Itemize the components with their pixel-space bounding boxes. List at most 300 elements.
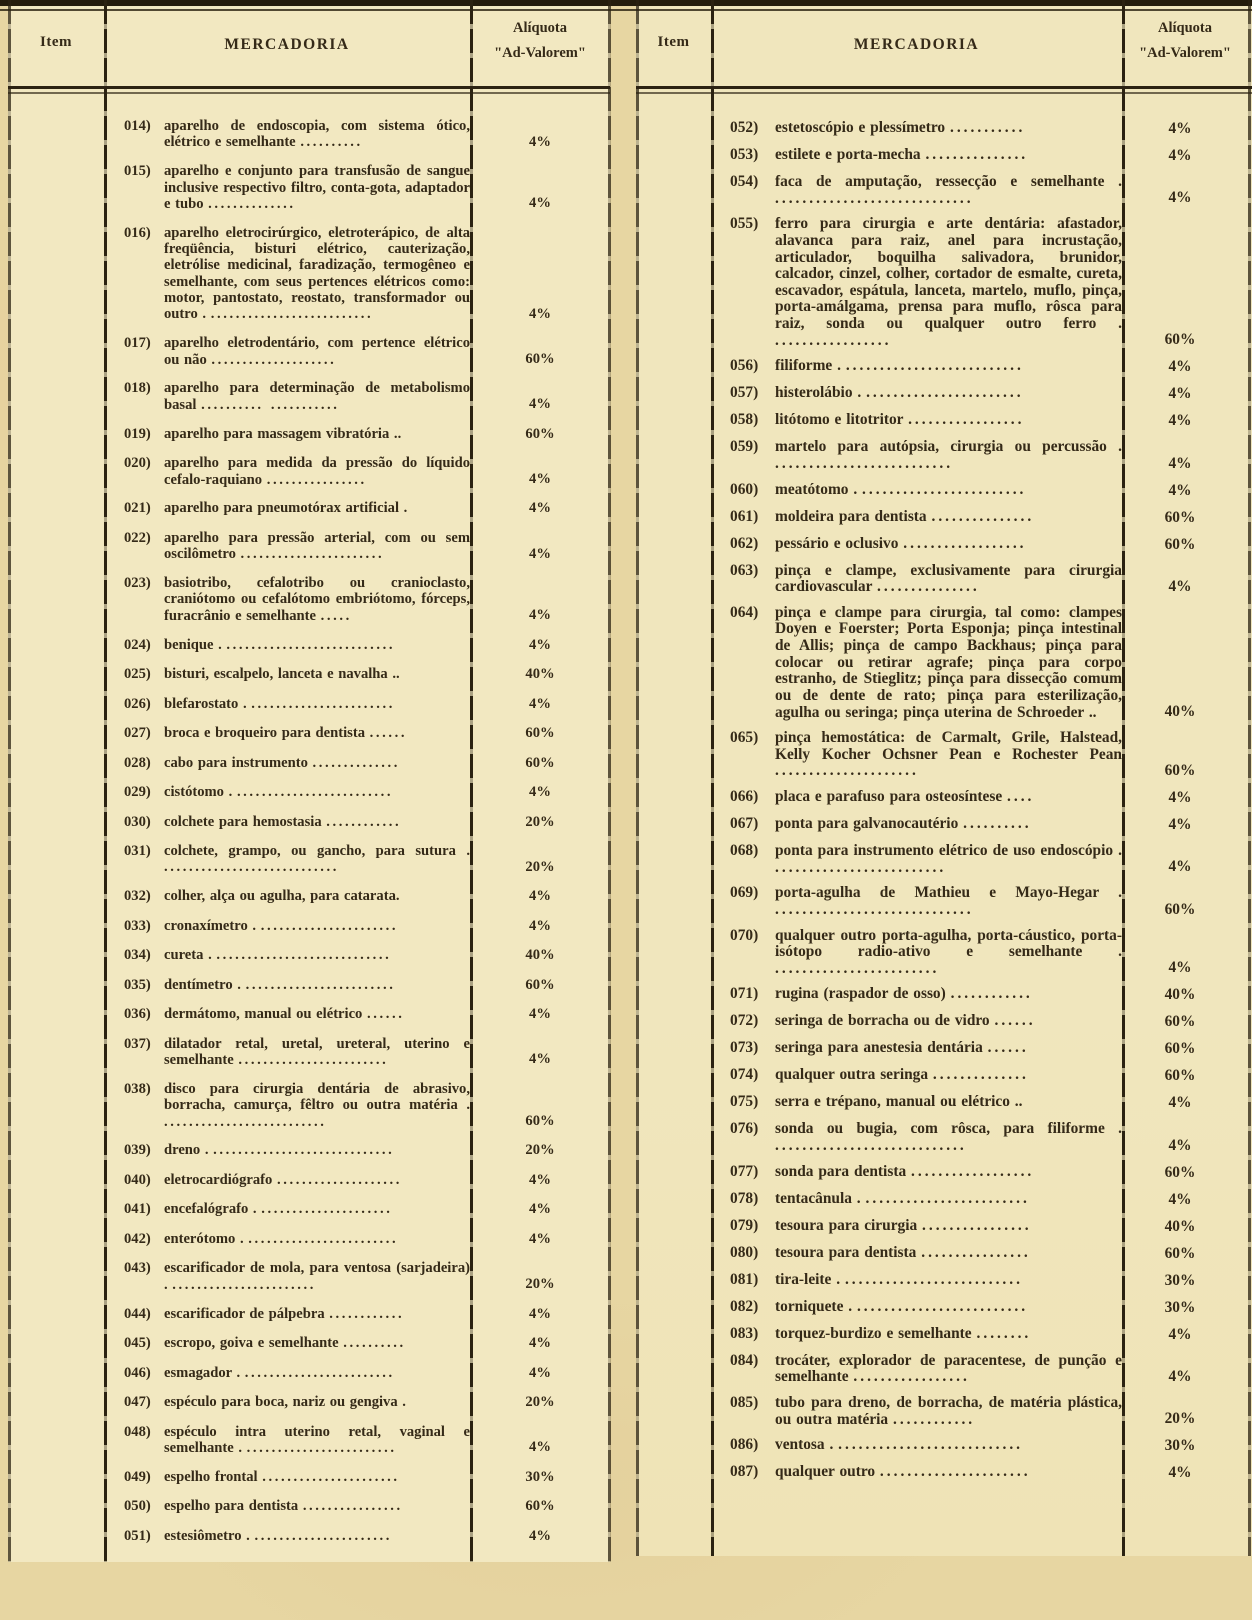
item-number: 082) [730, 1297, 759, 1315]
item-description: disco para cirurgia dentária de abrasivo, borracha, camurça, fêltro ou outra matéria . .......................... [164, 1080, 470, 1130]
item-description: tesoura para dentista ................ [775, 1243, 1031, 1261]
table-row [124, 947, 610, 964]
item-description: pessário e oclusivo .................. [775, 534, 1027, 552]
dot-leader: ....................... [866, 384, 1024, 402]
item-description: escarificador de pálpebra ............ [164, 1305, 405, 1322]
item-description: colher, alça ou agulha, para catarata. [164, 888, 400, 905]
table-row [124, 814, 610, 831]
dot-leader: ............................ [775, 1137, 967, 1154]
item-rate: 4% [529, 470, 551, 487]
item-number: 074) [730, 1066, 759, 1084]
dot-leader: ......................... [775, 858, 947, 876]
item-rate: 4% [529, 1051, 551, 1068]
item-rate: 4% [1168, 1325, 1192, 1343]
dot-leader: ...... [987, 1039, 1029, 1057]
item-rate: 20% [525, 1142, 555, 1159]
table-row [730, 843, 1252, 876]
table-row [730, 174, 1252, 207]
dot-leader: .......................... [844, 1270, 1023, 1288]
item-number: 044) [124, 1305, 151, 1322]
item-rate: 60% [525, 976, 555, 993]
item-description: escropo, goiva e semelhante .......... [164, 1335, 406, 1352]
dot-leader: ............ [326, 813, 402, 830]
dot-leader: ........................ [865, 1189, 1030, 1207]
item-description: aparelho e conjunto para transfusão de sangue inclusive respectivo filtro, conta-gota, adaptador e tubo .............. [164, 163, 470, 212]
table-row [124, 1424, 610, 1457]
item-description: qualquer outro porta-agulha, porta-cáustico, porta-isótopo radio-ativo e semelhante . ........................ [775, 926, 1122, 977]
item-description: esmagador . ........................ [164, 1364, 395, 1381]
table-row [124, 575, 610, 624]
item-number: 071) [730, 985, 759, 1003]
dot-leader: ....................... [251, 695, 395, 712]
item-number: 073) [730, 1039, 759, 1057]
item-number: 032) [124, 888, 151, 905]
table-row [730, 928, 1252, 978]
item-number: 020) [124, 455, 151, 472]
item-rate: 4% [529, 917, 551, 934]
item-rate: 60% [1164, 1163, 1196, 1181]
table-row [124, 225, 610, 323]
dot-leader: ...................... [254, 1527, 392, 1544]
item-number: 024) [124, 636, 151, 653]
item-number: 034) [124, 947, 151, 964]
column-header-item-left: Item [40, 34, 72, 50]
item-description: aparelho para medida da pressão do líquido cefalo-raquiano ................ [164, 455, 470, 488]
dot-leader: ........................... [226, 636, 396, 653]
item-number: 085) [730, 1393, 759, 1411]
item-rate: 4% [529, 695, 551, 712]
dot-leader: ............... [925, 146, 1029, 163]
table-row [124, 977, 610, 994]
item-number: 053) [730, 146, 759, 163]
dot-leader: ....................... [240, 546, 385, 563]
item-description: ventosa . ........................... [775, 1436, 1024, 1454]
item-number: 038) [124, 1080, 151, 1097]
column-header-mercadoria-right: MERCADORIA [853, 36, 980, 53]
item-number: 083) [730, 1324, 759, 1342]
item-number: 076) [730, 1120, 759, 1138]
item-description: sonda para dentista .................. [775, 1162, 1035, 1180]
item-rate: 30% [525, 1468, 555, 1485]
table-row [730, 816, 1252, 834]
table-row [730, 358, 1252, 376]
item-number: 080) [730, 1243, 759, 1261]
item-number: 079) [730, 1216, 759, 1234]
item-description: moldeira para dentista ............... [775, 507, 1035, 525]
dot-leader: ............ [329, 1305, 405, 1322]
table-row [730, 1326, 1252, 1344]
dot-leader: ............................ [216, 947, 392, 964]
item-number: 058) [730, 411, 759, 429]
column-divider [8, 0, 11, 1562]
dot-leader: .................... [276, 1171, 402, 1188]
item-rate: 4% [529, 888, 551, 905]
table-row [730, 120, 1252, 138]
item-rate: 30% [1164, 1437, 1196, 1455]
item-rate: 20% [525, 813, 555, 830]
item-number: 033) [124, 917, 151, 934]
item-description: tesoura para cirurgia ................ [775, 1216, 1032, 1234]
item-number: 064) [730, 603, 759, 621]
table-row [124, 426, 610, 443]
item-rate: 60% [525, 1112, 555, 1129]
item-description: qualquer outro ...................... [775, 1463, 1031, 1481]
item-description: colchete, grampo, ou gancho, para sutura . ............................ [164, 843, 470, 876]
dot-leader: ................. [853, 1368, 970, 1386]
item-rate: 60% [1164, 1013, 1196, 1031]
item-rate: 40% [525, 666, 555, 683]
table-row [124, 1335, 610, 1352]
item-description: filiforme . .......................... [775, 357, 1024, 375]
item-rate: 4% [529, 396, 551, 413]
dot-leader: ............................ [164, 859, 339, 876]
item-rate: 20% [525, 858, 555, 875]
table-row [124, 455, 610, 488]
item-number: 037) [124, 1035, 151, 1052]
item-number: 059) [730, 438, 759, 456]
item-description: estesiômetro . ...................... [164, 1527, 392, 1544]
table-row [730, 1395, 1252, 1428]
table-row [730, 1437, 1252, 1455]
item-rate: 4% [529, 545, 551, 562]
item-rate: 60% [525, 1498, 555, 1515]
item-description: aparelho para determinação de metabolismo basal .......... ........... [164, 380, 470, 413]
table-row [730, 1121, 1252, 1154]
item-number: 077) [730, 1162, 759, 1180]
item-description: seringa para anestesia dentária ...... [775, 1039, 1029, 1057]
dot-leader: .................... [211, 351, 337, 368]
column-divider [104, 0, 107, 1562]
column-divider [711, 0, 714, 1556]
table-row [730, 216, 1252, 349]
dot-leader: ........................ [245, 976, 396, 993]
table-row [730, 1040, 1252, 1058]
item-description: ferro para cirurgia e arte dentária: afastador, alavanca para raiz, anel para incrustação, articulador, boquilha salivadora, brunidor, calcador, cinzel, colher, cortador de esmalte, cureta, escavador, espátula, lanceta, martelo, muflo, pinça, porta-amálgama, prensa para muflo, rôsca para raiz, sonda ou qualquer outro ferro . ................. [775, 215, 1122, 349]
item-description: colchete para hemostasia ............ [164, 813, 402, 830]
header-rule-left-secondary [8, 92, 610, 94]
item-description: espelho para dentista ................ [164, 1498, 403, 1515]
item-rate: 60% [1164, 1067, 1196, 1085]
item-number: 016) [124, 224, 151, 241]
item-rate: 20% [525, 1394, 555, 1411]
item-description: encefalógrafo . ..................... [164, 1201, 393, 1218]
dot-leader: ................ [922, 1216, 1032, 1234]
dot-leader: ............................. [775, 900, 974, 918]
item-number: 031) [124, 843, 151, 860]
table-row [730, 1299, 1252, 1317]
item-rate: 4% [1168, 816, 1192, 833]
item-rate: 4% [1168, 789, 1192, 806]
item-description: tubo para dreno, de borracha, de matéria plástica, ou outra matéria ............ [775, 1393, 1122, 1428]
item-rate: 4% [529, 607, 551, 624]
item-rate: 20% [525, 1276, 555, 1293]
item-description: broca e broqueiro para dentista ...... [164, 725, 408, 742]
item-description: torniquete . ......................... [775, 1297, 1029, 1315]
item-rate: 4% [529, 636, 551, 653]
item-rate: 4% [529, 1305, 551, 1322]
table-row [730, 509, 1252, 527]
item-rate: 60% [1164, 1040, 1196, 1058]
item-number: 072) [730, 1012, 759, 1030]
dot-leader: ........................ [775, 959, 940, 977]
item-number: 021) [124, 500, 151, 517]
item-number: 030) [124, 813, 151, 830]
item-number: 018) [124, 380, 151, 397]
item-description: estetoscópio e plessímetro ........... [775, 119, 1026, 136]
header-rule-right [636, 86, 1252, 89]
item-number: 057) [730, 384, 759, 402]
item-description: aparelho de endoscopia, com sistema ótico, elétrico e semelhante .......... [164, 118, 470, 151]
item-description: trocáter, explorador de paracentese, de punção e semelhante ................. [775, 1351, 1122, 1386]
item-description: ponta para instrumento elétrico de uso endoscópio . ......................... [775, 842, 1122, 876]
item-number: 061) [730, 507, 759, 525]
table-row [124, 380, 610, 413]
dot-leader: ............................. [775, 189, 974, 207]
dot-leader: .............. [208, 195, 296, 212]
header-rule-right-secondary [636, 92, 1252, 94]
item-rate: 4% [1168, 1136, 1192, 1154]
item-description: pinça e clampe, exclusivamente para cirurgia cardiovascular ............... [775, 561, 1122, 596]
item-rate: 4% [1168, 189, 1192, 207]
table-row [730, 1164, 1252, 1182]
item-description: enterótomo . ........................ [164, 1230, 399, 1247]
item-number: 029) [124, 784, 151, 801]
item-rate: 4% [1168, 1464, 1192, 1482]
item-description: placa e parafuso para osteosíntese .... [775, 788, 1035, 805]
dot-leader: .......................... [164, 1113, 327, 1130]
table-row [730, 605, 1252, 721]
dot-leader: .......... [300, 134, 363, 151]
dot-leader: ........ [976, 1324, 1032, 1342]
table-row [730, 147, 1252, 165]
item-description: dreno . ............................. [164, 1142, 395, 1159]
table-row [124, 335, 610, 368]
dot-leader: .......................... [845, 357, 1024, 375]
item-description: cronaxímetro . ...................... [164, 917, 399, 934]
item-number: 023) [124, 575, 151, 592]
item-rate: 40% [525, 947, 555, 964]
item-rate: 4% [529, 500, 551, 517]
item-description: rugina (raspador de osso) ............ [775, 985, 1033, 1003]
item-description: espelho frontal ...................... [164, 1468, 400, 1485]
table-row [124, 1036, 610, 1069]
table-row [124, 1201, 610, 1218]
item-description: aparelho para massagem vibratória .. [164, 425, 402, 442]
item-rate: 60% [1164, 762, 1196, 779]
item-description: histerolábio . ....................... [775, 384, 1024, 402]
item-rate: 4% [529, 1335, 551, 1352]
dot-leader: ........... [949, 119, 1026, 136]
item-number: 041) [124, 1201, 151, 1218]
item-number: 014) [124, 118, 151, 134]
item-rate: 60% [1164, 508, 1196, 526]
item-number: 062) [730, 534, 759, 552]
table-row [124, 784, 610, 801]
item-description: cureta . ............................ [164, 947, 392, 964]
dot-leader: ............ [950, 985, 1033, 1003]
item-number: 084) [730, 1351, 759, 1369]
item-number: 025) [124, 666, 151, 683]
table-row [730, 1067, 1252, 1085]
table-row [124, 1469, 610, 1486]
item-rate: 30% [1164, 1271, 1196, 1289]
item-number: 035) [124, 976, 151, 993]
dot-leader: ...... [994, 1012, 1036, 1030]
item-rate: 4% [529, 1230, 551, 1247]
dot-leader: ........................... [838, 1436, 1024, 1454]
item-rate: 4% [1168, 147, 1192, 164]
item-rate: 4% [1168, 1367, 1192, 1385]
item-number: 049) [124, 1468, 151, 1485]
item-description: pinça hemostática: de Carmalt, Grile, Halstead, Kelly Kocher Ochsner Pean e Rochester Pean ..................... [775, 729, 1122, 780]
item-number: 043) [124, 1260, 151, 1277]
table-row [124, 666, 610, 683]
item-description: sonda ou bugia, com rôsca, para filiforme . ............................ [775, 1120, 1122, 1154]
item-description: tentacânula . ........................ [775, 1189, 1030, 1207]
item-description: aparelho para pressão arterial, com ou sem oscilômetro ....................... [164, 529, 470, 563]
item-rate: 60% [525, 754, 555, 771]
aliquota-label-line1: Alíquota [513, 20, 567, 36]
item-description: qualquer outra seringa .............. [775, 1066, 1029, 1084]
table-row [124, 1394, 610, 1411]
item-description: bisturi, escalpelo, lanceta e navalha .. [164, 666, 400, 683]
aliquota-label-line1: Alíquota [1158, 20, 1212, 36]
dot-leader: ..................... [775, 762, 919, 780]
dot-leader: .......... [343, 1335, 406, 1352]
item-rate: 30% [1164, 1298, 1196, 1316]
item-number: 087) [730, 1463, 759, 1481]
item-rate: 40% [1164, 1217, 1196, 1235]
item-rate: 4% [529, 784, 551, 801]
table-row [124, 1498, 610, 1515]
table-row [124, 1081, 610, 1130]
table-row [730, 412, 1252, 430]
table-row [730, 536, 1252, 554]
table-row [124, 500, 610, 517]
item-number: 060) [730, 480, 759, 498]
dot-leader: ...................... [260, 917, 399, 934]
table-row [730, 563, 1252, 596]
item-description: tira-leite . .......................... [775, 1270, 1023, 1288]
item-rate: 4% [529, 133, 551, 150]
table-row [730, 1191, 1252, 1209]
item-description: dilatador retal, uretal, ureteral, uterino e semelhante ........................ [164, 1035, 470, 1069]
item-rate: 4% [1168, 412, 1192, 430]
header-rule-left [8, 86, 610, 89]
item-description: torquez-burdizo e semelhante ........ [775, 1324, 1032, 1342]
table-row [730, 439, 1252, 472]
item-rate: 4% [529, 1527, 551, 1544]
item-description: cistótomo . ......................... [164, 784, 394, 801]
table-body-right [730, 120, 1252, 1482]
dot-leader: ........................ [238, 1052, 389, 1069]
table-row [124, 637, 610, 654]
item-rate: 4% [1168, 1094, 1192, 1112]
item-number: 069) [730, 884, 759, 902]
dot-leader: .......................... [775, 454, 954, 472]
item-rate: 4% [529, 1439, 551, 1456]
table-row [124, 1306, 610, 1323]
item-number: 078) [730, 1189, 759, 1207]
item-description: seringa de borracha ou de vidro ...... [775, 1012, 1036, 1030]
item-description: dermátomo, manual ou elétrico ...... [164, 1006, 405, 1023]
item-description: pinça e clampe para cirurgia, tal como: clampes Doyen e Foerster; Porta Esponja; pinça intestinal de Allis; pinça de campo Backhaus; pinça para colocar ou retirar agrafe; pinça para corpo estranho, de Stieglitz; pinça para dissecção comum ou de dente de rato; pinça para esterilização, agulha ou seringa; pinça uterina de Schroeder .. [775, 603, 1122, 721]
dot-leader: .............. [932, 1066, 1029, 1084]
column-header-item-right: Item [657, 34, 690, 50]
item-description: estilete e porta-mecha ............... [775, 146, 1029, 163]
item-number: 086) [730, 1436, 759, 1454]
item-description: aparelho eletrocirúrgico, eletroterápico, de alta freqüência, bisturi elétrico, cauterização, eletrólise medicinal, faradização, termogêneo e semelhante, com seus pertences elétricos como: motor, pantostato, reostato, transformador ou outro . .......................... [164, 224, 470, 323]
dot-leader: .......... ........... [201, 396, 340, 413]
dot-leader: ....................... [172, 1276, 317, 1293]
dot-leader: ............... [931, 507, 1035, 525]
item-description: blefarostato . ....................... [164, 695, 395, 712]
table-row [124, 755, 610, 772]
column-header-mercadoria-left: MERCADORIA [224, 36, 350, 53]
dot-leader: ............... [877, 578, 980, 596]
item-number: 067) [730, 815, 759, 832]
aliquota-label-line2: "Ad-Valorem" [1139, 45, 1231, 62]
item-rate: 4% [1168, 858, 1192, 876]
table-row [730, 1218, 1252, 1236]
item-rate: 4% [529, 1201, 551, 1218]
table-row [124, 888, 610, 905]
table-row [124, 1365, 610, 1382]
page-top-rule-secondary [0, 9, 1252, 11]
column-divider [636, 0, 639, 1556]
dot-leader: .......................... [210, 306, 374, 323]
table-body-left [124, 118, 610, 1545]
dot-leader: ........................ [244, 1364, 395, 1381]
dot-leader: .................. [911, 1162, 1035, 1180]
column-header-aliquota-left [470, 16, 610, 67]
dot-leader: ............ [892, 1410, 976, 1428]
item-rate: 60% [1164, 900, 1196, 918]
item-description: dentímetro . ........................ [164, 976, 396, 993]
item-number: 081) [730, 1270, 759, 1288]
item-number: 065) [730, 729, 759, 747]
item-number: 017) [124, 335, 151, 352]
table-row [124, 843, 610, 876]
item-rate: 4% [1168, 1190, 1192, 1208]
item-number: 015) [124, 163, 151, 180]
table-row [124, 725, 610, 742]
dot-leader: ................ [921, 1243, 1031, 1261]
item-number: 050) [124, 1498, 151, 1515]
dot-leader: ........................ [246, 1440, 397, 1456]
item-number: 055) [730, 215, 759, 233]
item-rate: 20% [1164, 1410, 1196, 1428]
item-description: faca de amputação, ressecção e semelhante . ............................. [775, 173, 1122, 207]
item-number: 068) [730, 842, 759, 859]
table-row [730, 986, 1252, 1004]
item-number: 042) [124, 1230, 151, 1247]
item-rate: 60% [1164, 1244, 1196, 1262]
dot-leader: ................ [266, 471, 367, 488]
table-row [730, 482, 1252, 500]
item-number: 039) [124, 1142, 151, 1159]
item-number: 056) [730, 357, 759, 375]
item-number: 026) [124, 695, 151, 712]
dot-leader: ........................ [862, 480, 1027, 498]
item-description: espéculo para boca, nariz ou gengiva . [164, 1394, 406, 1411]
item-number: 063) [730, 561, 759, 579]
item-description: porta-agulha de Mathieu e Mayo-Hegar . ............................. [775, 884, 1122, 918]
item-number: 070) [730, 926, 759, 944]
item-rate: 40% [1164, 703, 1196, 721]
item-rate: 4% [1168, 385, 1192, 403]
item-description: aparelho eletrodentário, com pertence elétrico ou não .................... [164, 335, 470, 368]
